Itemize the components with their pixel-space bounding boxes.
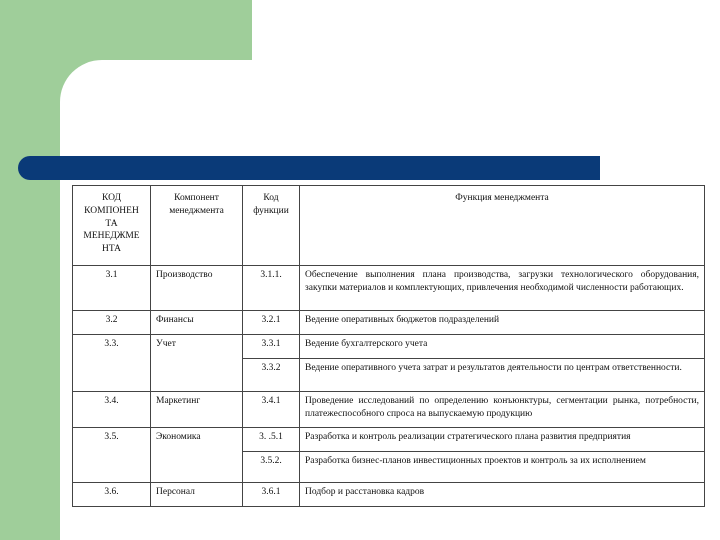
table-row (73, 483, 705, 507)
table-row (73, 335, 705, 359)
component-cell: Учет (151, 335, 243, 392)
table-row (73, 428, 705, 452)
component-code-cell: 3.4. (73, 392, 151, 428)
function-cell: Ведение бухгалтерского учета (300, 335, 705, 359)
function-cell: Проведение исследований по определению конъюнктуры, сегментации рынка, потребности, платежеспособного спроса на выпускаемую продукцию (300, 392, 705, 428)
header-component-code: КОД КОМПОНЕН ТА МЕНЕДЖМЕ НТА (73, 186, 151, 266)
component-cell: Персонал (151, 483, 243, 507)
table-row (73, 266, 705, 311)
component-code-cell: 3.2 (73, 311, 151, 335)
function-cell: Подбор и расстановка кадров (300, 483, 705, 507)
function-code-cell: 3.3.1 (243, 335, 300, 359)
function-cell: Ведение оперативных бюджетов подразделений (300, 311, 705, 335)
function-cell: Разработка бизнес-планов инвестиционных проектов и контроль за их исполнением (300, 452, 705, 483)
function-cell: Ведение оперативного учета затрат и результатов деятельности по центрам ответственности. (300, 359, 705, 392)
component-cell: Производство (151, 266, 243, 311)
management-functions-table (72, 185, 705, 507)
function-code-cell: 3.2.1 (243, 311, 300, 335)
component-cell: Маркетинг (151, 392, 243, 428)
component-cell: Экономика (151, 428, 243, 483)
function-code-cell: 3.3.2 (243, 359, 300, 392)
header-component: Компонент менеджмента (151, 186, 243, 266)
function-code-cell: 3.1.1. (243, 266, 300, 311)
header-row (73, 186, 705, 266)
function-code-cell: 3.6.1 (243, 483, 300, 507)
component-code-cell: 3.1 (73, 266, 151, 311)
header-function: Функция менеджмента (300, 186, 705, 266)
header-function-code: Код функции (243, 186, 300, 266)
title-bar (18, 156, 600, 180)
function-code-cell: 3.4.1 (243, 392, 300, 428)
component-code-cell: 3.3. (73, 335, 151, 392)
function-cell: Обеспечение выполнения плана производства, загрузки технологического оборудования, закупки материалов и комплектующих, привлечения необходимой численности работающих. (300, 266, 705, 311)
function-cell: Разработка и контроль реализации стратегического плана развития предприятия (300, 428, 705, 452)
table-row (73, 311, 705, 335)
function-code-cell: 3.5.2. (243, 452, 300, 483)
component-code-cell: 3.6. (73, 483, 151, 507)
component-code-cell: 3.5. (73, 428, 151, 483)
table-row (73, 392, 705, 428)
function-code-cell: 3. .5.1 (243, 428, 300, 452)
component-cell: Финансы (151, 311, 243, 335)
